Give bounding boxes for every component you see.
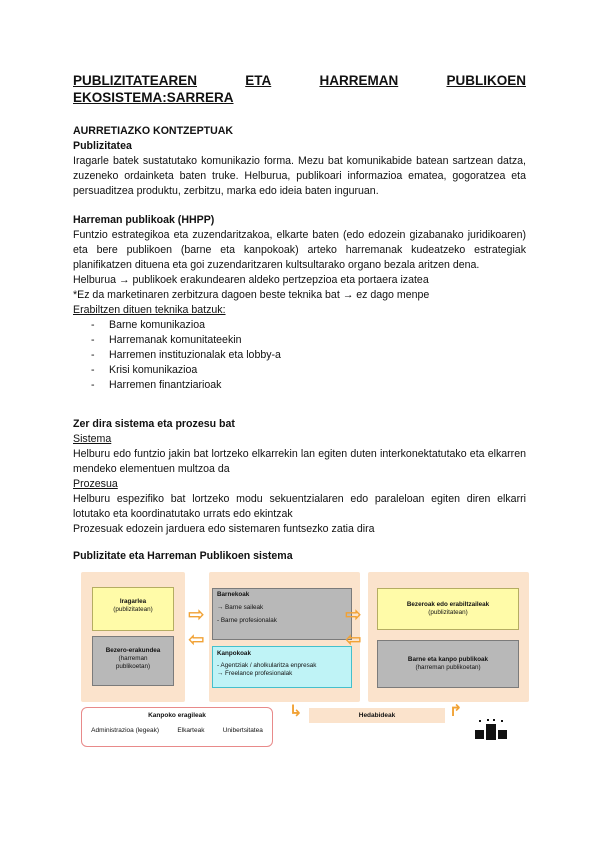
helburua-line: Helburua → publikoek erakundearen aldeko pertzepzioa eta portaera izatea bbox=[73, 274, 429, 286]
list-item: - Harremanak komunitateekin bbox=[73, 333, 526, 348]
paragraph-publizitatea: Iragarle batek sustatutako komunikazio forma. Mezu bat komunikabide batean sartzean datza, zuzeneko ordainketa baten truke. Helburua, publikoari informazioa ematea, gogoratzea eta persuaditzea produktu, zerbitzu, marka edo ideia baten inguruan. bbox=[73, 155, 526, 197]
bezero-sub: (harreman publikoetan) bbox=[115, 655, 151, 670]
hedabideak-box: Hedabideak bbox=[309, 708, 445, 723]
bezero-label: Bezero-erakundea bbox=[105, 647, 161, 654]
iragarlea-sub: (publizitatean) bbox=[113, 606, 153, 613]
publikoak-label: Barne eta kanpo publikoak bbox=[407, 656, 489, 663]
title-word: PUBLIKOEN bbox=[446, 73, 526, 88]
title-line2: EKOSISTEMA:SARRERA bbox=[73, 90, 234, 105]
right-panel bbox=[368, 572, 529, 702]
bezeroak-label: Bezeroak edo erabiltzaileak bbox=[406, 601, 490, 608]
kanpokoak-label: Kanpokoak bbox=[217, 650, 251, 657]
left-panel bbox=[81, 572, 185, 702]
paragraph-prozesua-2: Prozesuak edozein jarduera edo sistemaren funtsezko zatia dira bbox=[73, 523, 375, 535]
subheading-publizitatea: Publizitatea bbox=[73, 140, 132, 152]
arrow-left-icon: ⇦ bbox=[345, 629, 362, 651]
label-sistema: Sistema bbox=[73, 433, 112, 445]
paragraph-prozesua: Helburu espezifiko bat lortzeko modu sekuentzialaren edo paraleloan egiten diren elkarri lotutako eta koordinatutako urrats edo ekintzak bbox=[73, 493, 526, 520]
list-item: - Krisi komunikazioa bbox=[73, 363, 526, 378]
bezeroak-sub: (publizitatean) bbox=[428, 609, 468, 616]
paragraph-sistema: Helburu edo funtzio jakin bat lortzeko elkarrekin lan egiten duten interkonektatutako eta elkarren mendeko elementuen multzoa da bbox=[73, 448, 526, 475]
eragile-item: Administrazioa (legeak) bbox=[91, 727, 160, 734]
publikoak-sub: (harreman publikoetan) bbox=[415, 664, 481, 671]
list-item: - Barne komunikazioa bbox=[73, 318, 526, 333]
paragraph-hhpp: Funtzio estrategikoa eta zuzendaritzakoa, elkarte baten (edo edozein gizabanako juridikoaren) eta bere publikoen (barne eta kanpokoak) arteko harremanak kudeatzeko estrategiak planifikatzen dituena eta goi zuzendaritzaren kultsultarako organo bezala aritzen dena. bbox=[73, 229, 526, 271]
diagram-heading: Publizitate eta Harreman Publikoen sistema bbox=[73, 550, 293, 562]
document-title bbox=[73, 72, 526, 106]
section-sistema bbox=[73, 417, 526, 537]
list-item: - Harremen instituzionalak eta lobby-a bbox=[73, 348, 526, 363]
subheading-hhpp: Harreman publikoak (HHPP) bbox=[73, 214, 215, 226]
eragile-item: Unibertsitatea bbox=[222, 727, 263, 734]
kanpoko-eragileak-box bbox=[81, 707, 273, 747]
note-line: *Ez da marketinaren zerbitzura dagoen beste teknika bat → ez dago menpe bbox=[73, 289, 430, 301]
list-heading: Erabiltzen dituen teknika batzuk: bbox=[73, 304, 226, 316]
barnekoak-label: Barnekoak bbox=[217, 591, 250, 598]
eragile-item: Elkarteak bbox=[177, 727, 205, 734]
section-hhpp bbox=[73, 213, 526, 393]
arrow-down-right-icon: ↳ bbox=[289, 703, 303, 720]
list-item: - Harremen finantziarioak bbox=[73, 378, 526, 393]
bezero-box bbox=[92, 636, 174, 686]
center-panel bbox=[209, 572, 360, 702]
title-word: ETA bbox=[245, 73, 272, 88]
subheading-sistema: Zer dira sistema eta prozesu bat bbox=[73, 418, 235, 430]
barne-item: - Barne profesionalak bbox=[217, 617, 277, 624]
arrow-right-icon: ⇨ bbox=[188, 604, 205, 626]
kanpokoak-box bbox=[212, 646, 352, 688]
iragarlea-box bbox=[92, 587, 174, 631]
barne-item: → Barne saileak bbox=[217, 604, 264, 611]
arrow-up-right-icon: ↱ bbox=[449, 703, 463, 720]
label-prozesua: Prozesua bbox=[73, 478, 118, 490]
kanpoko-eragileak-label: Kanpoko eragileak bbox=[148, 712, 206, 719]
arrow-right-icon: ⇨ bbox=[345, 604, 362, 626]
eragile-row bbox=[82, 727, 272, 734]
university-logo-icon bbox=[473, 718, 509, 746]
section-aurretiazko bbox=[73, 124, 526, 199]
system-diagram bbox=[73, 568, 528, 748]
technique-list bbox=[73, 318, 526, 393]
bezeroak-box bbox=[377, 588, 519, 630]
barnekoak-box bbox=[212, 588, 352, 640]
iragarlea-label: Iragarlea bbox=[119, 598, 147, 605]
kanpo-item: → Freelance profesionalak bbox=[217, 670, 293, 677]
kanpo-item: - Agentziak / aholkularitza enpresak bbox=[217, 662, 317, 669]
title-word: HARREMAN bbox=[319, 73, 399, 88]
publikoak-box bbox=[377, 640, 519, 688]
section-heading: AURRETIAZKO KONTZEPTUAK bbox=[73, 125, 234, 137]
arrow-left-icon: ⇦ bbox=[188, 629, 205, 651]
title-word: PUBLIZITATEAREN bbox=[73, 73, 197, 88]
